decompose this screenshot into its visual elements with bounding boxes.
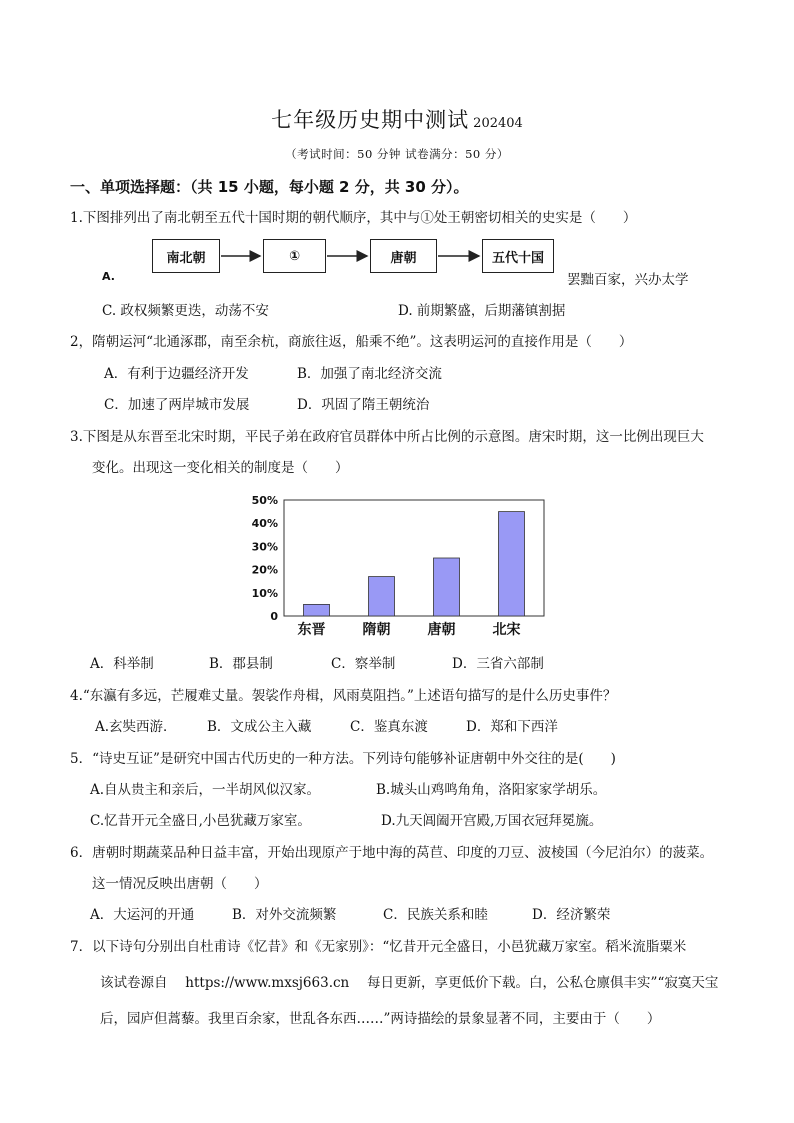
q5-option-c: C.忆昔开元全盛日,小邑犹藏万家室。 (90, 813, 311, 829)
x-tick-label: 唐朝 (427, 622, 456, 638)
q6-option-a: A．大运河的开通 (90, 907, 195, 923)
bar-2 (434, 558, 460, 616)
q3-option-b: B．郡县制 (209, 656, 273, 672)
y-tick-label: 20% (251, 563, 278, 577)
bar-1 (369, 577, 395, 616)
q5-stem: 5．“诗史互证”是研究中国古代历史的一种方法。下列诗句能够补证唐朝中外交往的是( ) (70, 751, 616, 767)
q1-option-d: D. 前期繁盛，后期藩镇割据 (398, 303, 566, 319)
section-heading: 一、单项选择题：（共 15 小题，每小题 2 分，共 30 分）。 (70, 178, 469, 196)
q7-line1: 7．以下诗句分别出自杜甫诗《忆昔》和《无家别》：“忆昔开元全盛日，小邑犹藏万家室。稻米流脂粟米 (70, 939, 687, 955)
q6-option-d: D．经济繁荣 (532, 907, 611, 923)
q2-option-d: D．巩固了隋王朝统治 (297, 397, 430, 413)
x-tick-label: 北宋 (492, 622, 521, 638)
q5-option-b: B.城头山鸡鸣角角，洛阳家家学胡乐。 (376, 782, 607, 798)
q4-option-a: A.玄奘西游． (95, 719, 177, 735)
exam-title-text: 七年级历史期中测试 (271, 108, 470, 132)
q6-option-b: B．对外交流频繁 (232, 907, 337, 923)
q2-option-b: B．加强了南北经济交流 (297, 366, 442, 382)
q6-stem-line2: 这一情况反映出唐朝（ ） (92, 876, 268, 892)
q3-option-d: D．三省六部制 (452, 656, 544, 672)
flow-arrows (0, 0, 794, 300)
flow-box-blank: ① (263, 239, 326, 273)
q6-option-c: C．民族关系和睦 (383, 907, 488, 923)
q4-option-d: D．郑和下西洋 (466, 719, 558, 735)
q7-line3: 后，园庐但蒿藜。我里百余家，世乱各东西……”两诗描绘的景象显著不同，主要由于（ ） (100, 1011, 661, 1027)
q3-option-c: C．察举制 (331, 656, 396, 672)
flow-box-wudai: 五代十国 (482, 239, 554, 273)
q4-option-b: B．文成公主入藏 (207, 719, 312, 735)
q4-stem: 4.“东瀛有多远，芒履难丈量。袈裟作舟楫，风雨莫阻挡。”上述语句描写的是什么历史事件？ (70, 688, 617, 704)
y-tick-label: 30% (251, 540, 278, 554)
q7-line2: 该试卷源自 https://www.mxsj663.cn 每日更新，享更低价下载。白，公私仓廪俱丰实”“寂寞天宝 (100, 975, 719, 991)
q3-bar-chart (240, 490, 560, 640)
bar-3 (499, 512, 525, 616)
q1-stem: 1.下图排列出了南北朝至五代十国时期的朝代顺序，其中与①处王朝密切相关的史实是（ ） (70, 210, 637, 226)
q4-option-c: C．鉴真东渡 (350, 719, 428, 735)
q2-stem: 2，隋朝运河“北通涿郡，南至余杭，商旅往返，船乘不绝”。这表明运河的直接作用是（ ） (70, 334, 633, 350)
q6-stem-line1: 6．唐朝时期蔬菜品种日益丰富，开始出现原产于地中海的莴苣、印度的刀豆、波棱国（今尼泊尔）的菠菜。 (70, 845, 714, 861)
y-tick-label: 50% (251, 494, 278, 507)
exam-subtitle: （考试时间：50 分钟 试卷满分：50 分） (285, 147, 509, 161)
q3-stem-line1: 3.下图是从东晋至北宋时期，平民子弟在政府官员群体中所占比例的示意图。唐宋时期，这一比例出现巨大 (70, 429, 704, 445)
q1-option-c: C. 政权频繁更迭，动荡不安 (102, 303, 269, 319)
chart-svg (240, 490, 560, 640)
exam-code: 202404 (473, 116, 523, 131)
q3-stem-line2: 变化。出现这一变化相关的制度是（ ） (92, 460, 349, 476)
x-tick-label: 东晋 (297, 622, 326, 638)
bar-0 (304, 604, 330, 616)
y-tick-label: 40% (251, 517, 278, 531)
q2-option-c: C．加速了两岸城市发展 (104, 397, 250, 413)
q5-option-a: A.自从贵主和亲后，一半胡风似汉家。 (90, 782, 321, 798)
q5-option-d: D.九天阊阖开宫殿,万国衣冠拜冕旒。 (381, 813, 603, 829)
flow-box-tang: 唐朝 (370, 239, 437, 273)
q1-option-b: 罢黜百家，兴办太学 (567, 272, 689, 288)
q2-option-a: A．有利于边疆经济开发 (104, 366, 249, 382)
q3-option-a: A．科举制 (90, 656, 154, 672)
q1-option-a-label: A. (102, 270, 115, 283)
y-tick-label: 10% (251, 586, 278, 600)
y-tick-label: 0 (270, 610, 278, 623)
x-tick-label: 隋朝 (362, 622, 391, 638)
flow-box-nanbeichao: 南北朝 (152, 239, 220, 273)
